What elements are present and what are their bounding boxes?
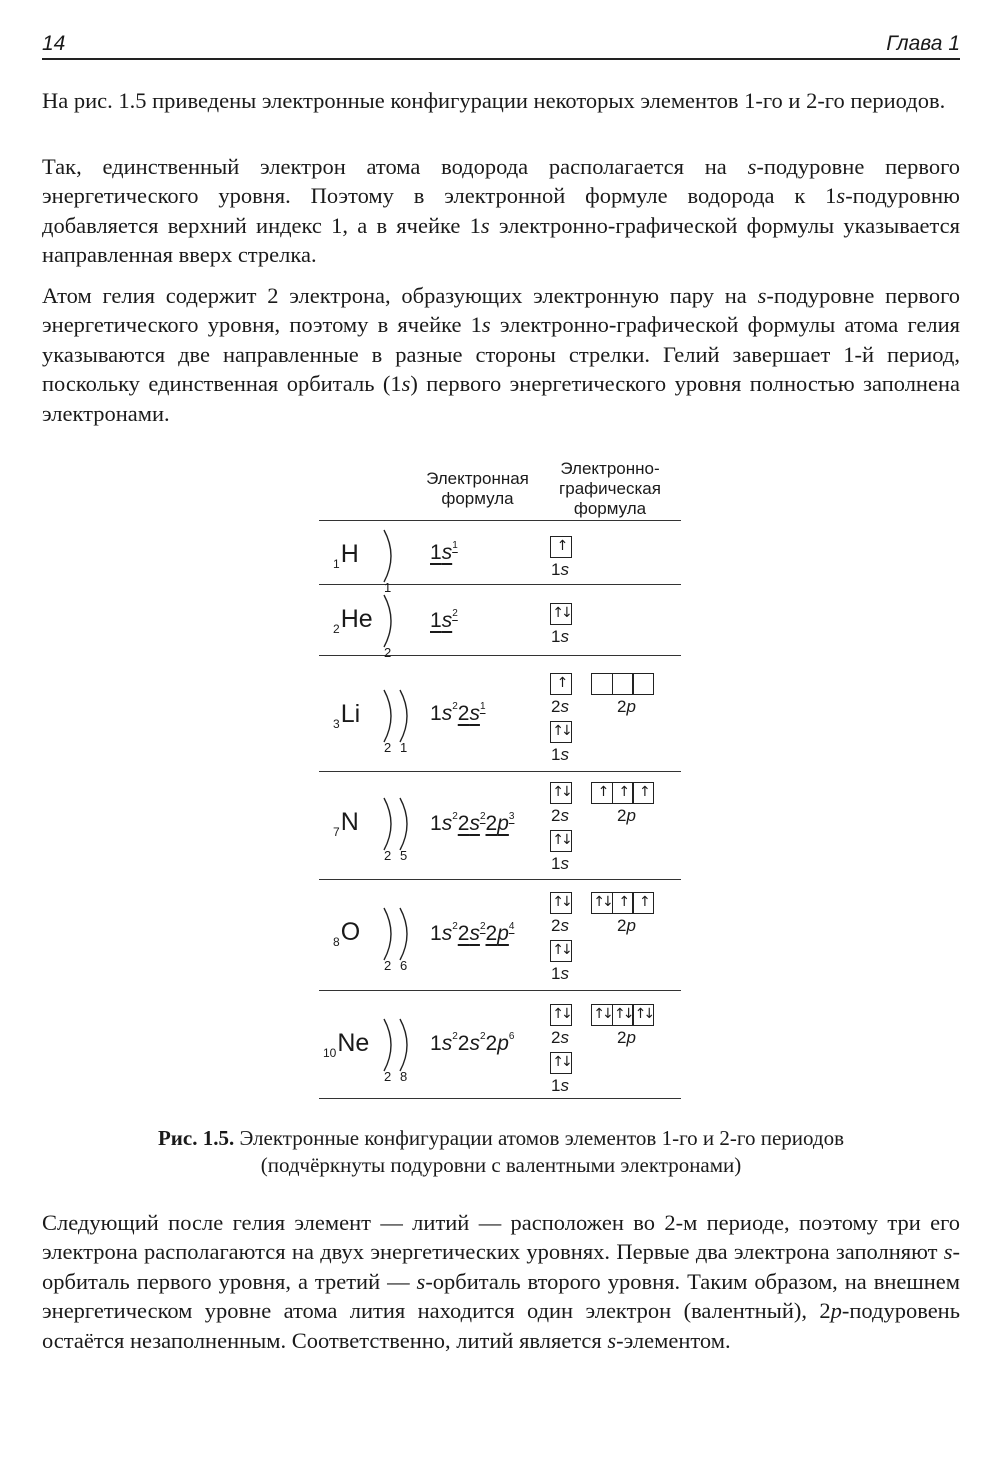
level-number: 1: [551, 560, 561, 579]
orbital-cell-group-s: [550, 830, 572, 852]
text-run: ) первого энергетического уровня полностью заполнена электронами.: [42, 371, 960, 426]
table-rule: [319, 1098, 681, 1099]
shell-electron-count: 2: [384, 645, 392, 660]
superscript: 2: [452, 608, 458, 619]
level-number: 1: [430, 609, 442, 632]
shell-electron-count: 2: [384, 740, 392, 755]
level-number: 1: [430, 1032, 442, 1055]
superscript: 2: [479, 1031, 486, 1042]
orbital-cell: ↑: [612, 892, 634, 914]
sublevel-label: [551, 806, 569, 826]
sublevel-letter: s: [441, 702, 453, 725]
sublevel-letter: p: [626, 916, 636, 935]
shell-electron-count: 2: [384, 1069, 392, 1084]
symbol: O: [340, 918, 361, 946]
sublevel-label: [551, 854, 569, 874]
paragraph-lithium: [42, 1208, 960, 1355]
sublevel-letter: s: [560, 1028, 569, 1047]
level-number: 2: [457, 702, 470, 725]
electron-formula-n: [430, 811, 514, 836]
sublevel-label: [551, 627, 569, 647]
level-number: 2: [485, 1032, 498, 1055]
orbital-cell: ↑↓: [550, 603, 572, 625]
sublevel-label: [551, 964, 569, 984]
electron-shell-arc: [400, 690, 407, 742]
italic-symbol: s: [836, 183, 846, 209]
level-number: 2: [617, 697, 627, 716]
element-symbol-ne: [323, 1029, 369, 1058]
sublevel-letter: s: [441, 922, 453, 945]
sublevel-letter: s: [469, 922, 480, 945]
superscript: 2: [479, 811, 486, 822]
level-number: 2: [485, 812, 498, 835]
sublevel-letter: s: [469, 1032, 480, 1055]
orbital-cell-group-s: [550, 1004, 572, 1026]
superscript: 1: [479, 701, 486, 712]
text-run: электронно-графической формулы атома гелия указываются две направленные в разные стороны стрелки. Гелий завершает 1-й период, поскольку единственная орбиталь (1: [42, 312, 960, 397]
electron-formula-h: [430, 540, 458, 565]
orbital-cell: ↑↓: [632, 1004, 654, 1026]
sublevel-label: [617, 697, 636, 717]
column-header-graphic-line: формула: [573, 499, 647, 518]
orbital-cell-group-s: [550, 782, 572, 804]
sublevel-label: [617, 916, 636, 936]
atomic-number: 8: [333, 935, 340, 949]
atomic-number: 3: [333, 717, 340, 731]
orbital-cell: ↑↓: [550, 940, 572, 962]
sublevel-letter: p: [497, 812, 509, 835]
sublevel-letter: s: [560, 745, 569, 764]
orbital-cell: [632, 673, 654, 695]
table-rule: [319, 879, 681, 880]
orbital-cell: ↑↓: [612, 1004, 634, 1026]
level-number: 2: [617, 1028, 627, 1047]
orbital-cell-group-s: [550, 673, 572, 695]
superscript: 1: [452, 540, 458, 551]
shell-electron-count: 6: [400, 958, 408, 973]
sublevel-label: [551, 560, 569, 580]
level-number: 1: [430, 702, 442, 725]
symbol: H: [340, 540, 359, 568]
electron-shell-arc: [384, 1019, 391, 1071]
atomic-number: 2: [333, 622, 340, 636]
sublevel-letter: p: [497, 1032, 509, 1055]
element-symbol-h: [333, 540, 359, 569]
orbital-cell-group-p: [591, 782, 654, 804]
text-run: -подуровне первого энергетического уровня, поэтому в ячейке 1: [42, 283, 960, 338]
sublevel-letter: s: [441, 541, 453, 564]
sublevel-letter: s: [560, 964, 569, 983]
orbital-cell: ↑↓: [591, 892, 613, 914]
orbital-cell-group-p: [591, 892, 654, 914]
shell-electron-count: 1: [384, 580, 392, 595]
superscript: 2: [452, 701, 458, 712]
orbital-cell: ↑↓: [550, 1052, 572, 1074]
text-run: -подуровню добавляется верхний индекс 1, а в ячейке 1: [42, 183, 960, 238]
electron-formula-ne: [430, 1031, 514, 1056]
text-run: -подуровне первого энергетического уровня. Поэтому в электронной формуле водорода к 1: [42, 154, 960, 209]
column-header-formula-line: Электронная: [426, 469, 529, 488]
sublevel-label: [551, 697, 569, 717]
orbital-cell-group-p: [591, 1004, 654, 1026]
level-number: 2: [551, 1028, 561, 1047]
shell-electron-count: 8: [400, 1069, 408, 1084]
level-number: 2: [457, 812, 470, 835]
level-number: 2: [551, 806, 561, 825]
caption-line-1: [42, 1125, 960, 1152]
sublevel-label: [551, 745, 569, 765]
italic-symbol: s: [943, 1239, 953, 1265]
superscript: 2: [452, 1031, 458, 1042]
level-number: 2: [617, 916, 627, 935]
text-run: -орбиталь первого уровня, а третий —: [42, 1239, 960, 1294]
orbital-cell-group-s: [550, 940, 572, 962]
column-header-formula-line: формула: [441, 489, 514, 508]
level-number: 2: [457, 922, 470, 945]
sublevel-letter: p: [626, 697, 636, 716]
caption-label: Рис. 1.5.: [157, 1126, 235, 1150]
sublevel-letter: s: [560, 1076, 569, 1095]
text-run: -орбиталь второго уровня. Таким образом, на внешнем энергетическом уровне атома лития находится один электрон (валентный), 2: [42, 1268, 960, 1324]
level-number: 2: [617, 806, 627, 825]
orbital-cell-group-s: [550, 892, 572, 914]
superscript: 2: [452, 921, 458, 932]
level-number: 1: [551, 627, 561, 646]
electron-shell-arc: [384, 798, 391, 850]
orbital-cell-group-s: [550, 603, 572, 625]
symbol: Ne: [337, 1029, 370, 1057]
level-number: 1: [430, 541, 442, 564]
electron-shell-arc: [400, 908, 407, 960]
text-run: На рис. 1.5 приведены электронные конфигурации некоторых элементов 1-го и 2-го периодов.: [42, 88, 946, 113]
italic-symbol: s: [757, 283, 767, 308]
level-number: 1: [430, 812, 442, 835]
sublevel-letter: s: [560, 560, 569, 579]
table-rule: [319, 584, 681, 585]
page-number: 14: [42, 32, 66, 55]
shell-electron-count: 1: [400, 740, 408, 755]
level-number: 1: [551, 1076, 561, 1095]
italic-symbol: s: [481, 312, 491, 338]
atomic-number: 10: [323, 1046, 337, 1060]
element-symbol-o: [333, 918, 360, 947]
orbital-cell: ↑: [550, 536, 572, 558]
shell-electron-count: 2: [384, 848, 392, 863]
shell-electron-count: 5: [400, 848, 408, 863]
sublevel-label: [617, 1028, 636, 1048]
atomic-number: 7: [333, 825, 340, 839]
italic-symbol: p: [830, 1298, 842, 1324]
italic-symbol: s: [747, 154, 757, 179]
sublevel-letter: p: [626, 1028, 636, 1047]
sublevel-letter: s: [441, 1032, 453, 1055]
electron-shell-arc: [384, 690, 391, 742]
orbital-cell-group-s: [550, 536, 572, 558]
electron-formula-li: [430, 701, 486, 726]
caption-line-2: (подчёркнуты подуровни с валентными электронами): [260, 1153, 742, 1177]
italic-symbol: s: [401, 371, 411, 397]
text-run: -подуровень остаётся незаполненным. Соответственно, литий является: [42, 1298, 960, 1353]
orbital-cell-group-s: [550, 1052, 572, 1074]
orbital-cell: ↑: [591, 782, 613, 804]
sublevel-letter: p: [626, 806, 636, 825]
table-rule: [319, 655, 681, 656]
table-rule: [319, 771, 681, 772]
electron-shell-arc: [384, 595, 391, 647]
italic-symbol: s: [480, 212, 490, 238]
level-number: 2: [551, 697, 561, 716]
orbital-cell: ↑: [612, 782, 634, 804]
superscript: 3: [508, 811, 515, 822]
electron-formula-he: [430, 608, 458, 633]
sublevel-letter: s: [441, 812, 453, 835]
table-rule: [319, 990, 681, 991]
orbital-cell: ↑↓: [550, 830, 572, 852]
sublevel-label: [551, 1028, 569, 1048]
shell-electron-count: 2: [384, 958, 392, 973]
orbital-cell: ↑↓: [550, 892, 572, 914]
level-number: 2: [457, 1032, 470, 1055]
figure-caption: [42, 1125, 960, 1179]
caption-text: Электронные конфигурации атомов элементов 1-го и 2-го периодов: [239, 1126, 845, 1150]
level-number: 1: [551, 854, 561, 873]
orbital-cell: [591, 673, 613, 695]
electron-shell-arc: [384, 908, 391, 960]
italic-symbol: s: [607, 1327, 617, 1353]
sublevel-letter: s: [441, 609, 453, 632]
chapter-title: Глава 1: [886, 32, 960, 55]
symbol: He: [340, 605, 373, 633]
atomic-number: 1: [333, 557, 340, 571]
level-number: 1: [430, 922, 442, 945]
text-run: -элементом.: [616, 1327, 731, 1353]
electron-shell-arc: [400, 1019, 407, 1071]
orbital-cell: ↑: [632, 782, 654, 804]
text-run: электронно-графической формулы указывается направленная вверх стрелка.: [42, 212, 960, 268]
level-number: 2: [551, 916, 561, 935]
electron-shell-arc: [384, 530, 391, 582]
text-run: Атом гелия содержит 2 электрона, образующих электронную пару на: [42, 283, 758, 308]
column-header-graphic-line: графическая: [559, 479, 661, 498]
electron-shell-arc: [400, 798, 407, 850]
text-run: Так, единственный электрон атома водорода располагается на: [42, 154, 748, 179]
orbital-cell: ↑↓: [550, 782, 572, 804]
electron-formula-o: [430, 921, 514, 946]
text-run: Следующий после гелия элемент — литий — расположен во 2-м периоде, поэтому три его электрона располагаются на двух энергетических уровнях. Первые два электрона заполняют: [42, 1210, 960, 1265]
sublevel-label: [617, 806, 636, 826]
superscript: 6: [508, 1031, 515, 1042]
sublevel-letter: s: [560, 854, 569, 873]
orbital-cell: ↑↓: [550, 721, 572, 743]
orbital-cell: ↑: [550, 673, 572, 695]
orbital-cell-group-p: [591, 673, 654, 695]
superscript: 2: [479, 921, 486, 932]
sublevel-letter: s: [469, 812, 480, 835]
orbital-cell: ↑↓: [591, 1004, 613, 1026]
superscript: 4: [508, 921, 515, 932]
sublevel-letter: s: [469, 702, 480, 725]
element-symbol-li: [333, 700, 360, 729]
level-number: 1: [551, 745, 561, 764]
sublevel-label: [551, 1076, 569, 1096]
orbital-cell-group-s: [550, 721, 572, 743]
sublevel-letter: s: [560, 697, 569, 716]
sublevel-letter: p: [497, 922, 509, 945]
symbol: N: [340, 808, 359, 836]
superscript: 2: [452, 811, 458, 822]
level-number: 1: [551, 964, 561, 983]
sublevel-letter: s: [560, 916, 569, 935]
column-header-graphic-line: Электронно-: [560, 459, 660, 478]
symbol: Li: [340, 700, 361, 728]
sublevel-label: [551, 916, 569, 936]
element-symbol-he: [333, 605, 373, 634]
level-number: 2: [485, 922, 498, 945]
element-symbol-n: [333, 808, 359, 837]
sublevel-letter: s: [560, 806, 569, 825]
sublevel-letter: s: [560, 627, 569, 646]
orbital-cell: [612, 673, 634, 695]
italic-symbol: s: [416, 1268, 426, 1294]
orbital-cell: ↑↓: [550, 1004, 572, 1026]
orbital-cell: ↑: [632, 892, 654, 914]
